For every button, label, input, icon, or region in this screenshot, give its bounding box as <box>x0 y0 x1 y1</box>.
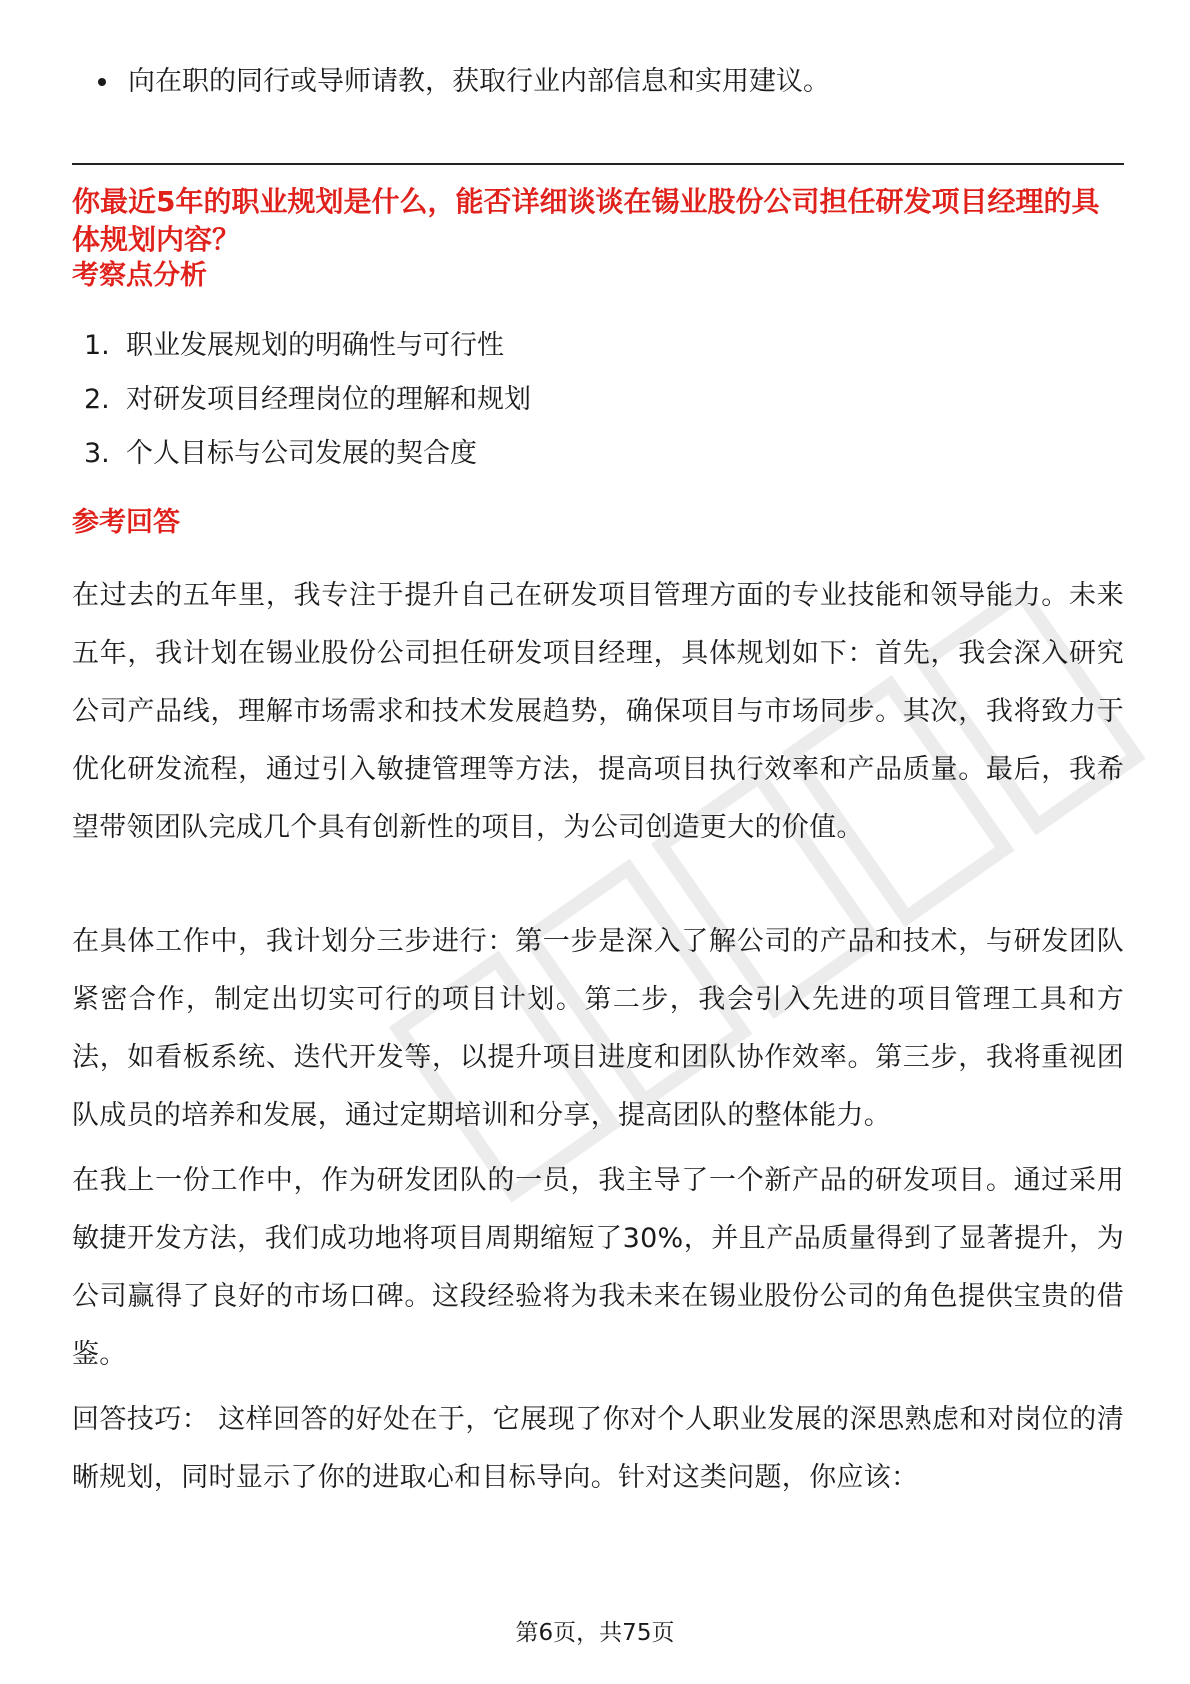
bullet-list-item <box>98 62 830 102</box>
analysis-heading: 考察点分析 <box>72 260 207 291</box>
analysis-point <box>84 326 504 366</box>
analysis-point <box>84 434 477 474</box>
document-page <box>72 0 1124 1684</box>
answer-paragraph-2: 在具体工作中，我计划分三步进行：第一步是深入了解公司的产品和技术，与研发团队紧密合作，制定出切实可行的项目计划。第二步，我会引入先进的项目管理工具和方法，如看板系统、迭代开发等，以提升项目进度和团队协作效率。第三步，我将重视团队成员的培养和发展，通过定期培训和分享，提高团队的整体能力。 <box>72 926 1124 1131</box>
analysis-point-number: 3. <box>84 438 110 469</box>
bullet-item-text: 向在职的同行或导师请教，获取行业内部信息和实用建议。 <box>128 66 830 97</box>
answer-heading: 参考回答 <box>72 507 180 538</box>
bullet-dot-icon <box>98 78 106 86</box>
page-footer: 第6页，共75页 <box>515 1620 675 1646</box>
section-divider <box>72 163 1124 165</box>
question-heading: 你最近5年的职业规划是什么，能否详细谈谈在锡业股份公司担任研发项目经理的具体规划内容？ <box>72 185 1100 256</box>
analysis-point-number: 2. <box>84 384 110 415</box>
answer-paragraph-1: 在过去的五年里，我专注于提升自己在研发项目管理方面的专业技能和领导能力。未来五年，我计划在锡业股份公司担任研发项目经理，具体规划如下：首先，我会深入研究公司产品线，理解市场需求和技术发展趋势，确保项目与市场同步。其次，我将致力于优化研发流程，通过引入敏捷管理等方法，提高项目执行效率和产品质量。最后，我希望带领团队完成几个具有创新性的项目，为公司创造更大的价值。 <box>72 580 1124 843</box>
answer-tips-paragraph: 回答技巧： 这样回答的好处在于，它展现了你对个人职业发展的深思熟虑和对岗位的清晰规划，同时显示了你的进取心和目标导向。针对这类问题，你应该： <box>72 1404 1124 1493</box>
answer-paragraph-3: 在我上一份工作中，作为研发团队的一员，我主导了一个新产品的研发项目。通过采用敏捷开发方法，我们成功地将项目周期缩短了30%，并且产品质量得到了显著提升，为公司赢得了良好的市场口碑。这段经验将为我未来在锡业股份公司的角色提供宝贵的借鉴。 <box>72 1165 1124 1370</box>
analysis-point-text: 职业发展规划的明确性与可行性 <box>126 330 504 361</box>
analysis-point-text: 对研发项目经理岗位的理解和规划 <box>126 384 531 415</box>
analysis-point-number: 1. <box>84 330 110 361</box>
analysis-point-text: 个人目标与公司发展的契合度 <box>126 438 477 469</box>
analysis-point <box>84 380 531 420</box>
